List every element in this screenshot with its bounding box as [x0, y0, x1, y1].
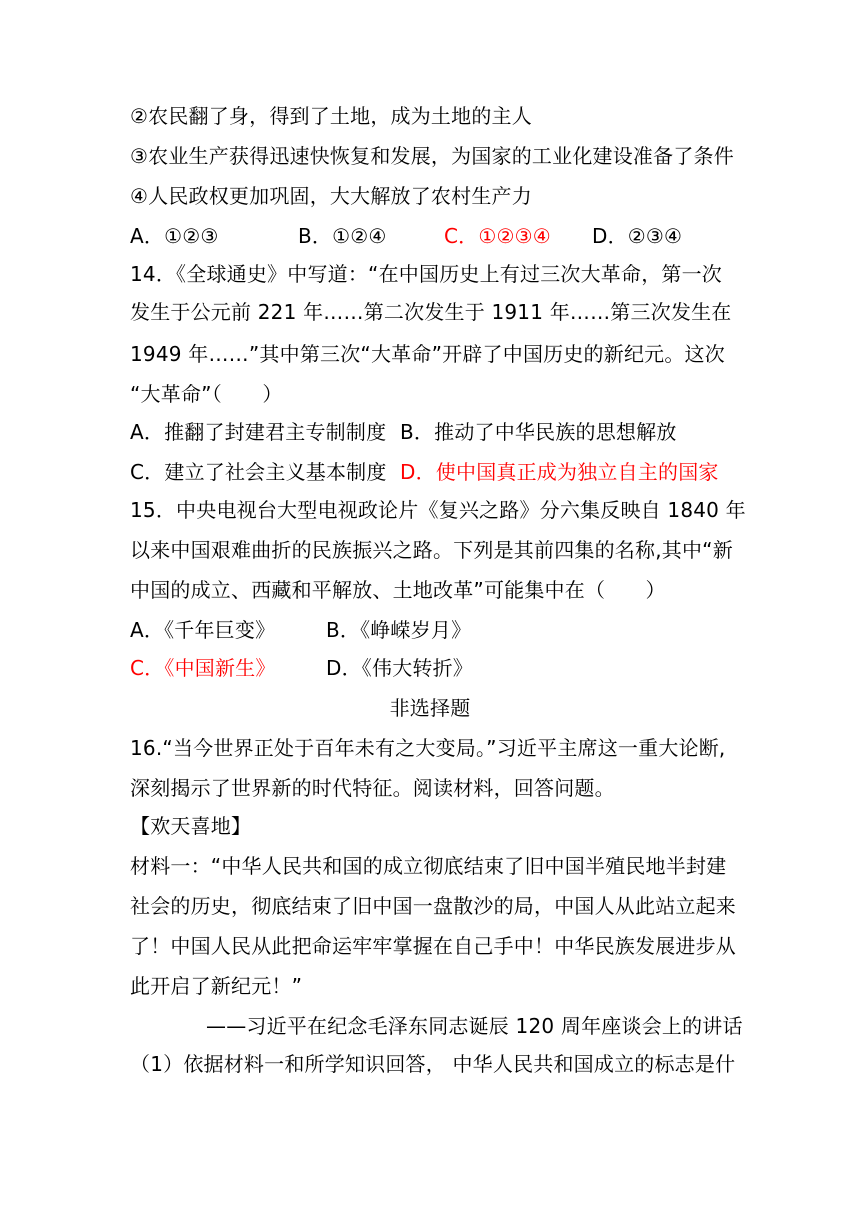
q15-line-1: 15．中央电视台大型电视政论片《复兴之路》分六集反映自 1840 年 [130, 498, 746, 522]
q15-line-3: 中国的成立、西藏和平解放、土地改革”可能集中在（ ） [130, 578, 666, 602]
q16-material-line-2: 社会的历史，彻底结束了旧中国一盘散沙的局，中国人从此站立起来 [130, 894, 736, 918]
q14-option-a: A．推翻了封建君主专制制度 [130, 420, 387, 444]
q14-line-4: “大革命”（ ） [130, 382, 283, 406]
q13-option-d: D．②③④ [592, 224, 683, 248]
q13-item-3: ③农业生产获得迅速快恢复和发展，为国家的工业化建设准备了条件 [130, 144, 734, 168]
q16-line-1: 16.“当今世界正处于百年未有之大变局。”习近平主席这一重大论断, [130, 736, 726, 760]
q16-subquestion-1: （1）依据材料一和所学知识回答， 中华人民共和国成立的标志是什 [130, 1052, 736, 1076]
q13-option-a: A．①②③ [130, 224, 219, 248]
q13-option-c-answer: C．①②③④ [444, 224, 551, 248]
q15-option-a: A．《千年巨变》 [130, 618, 276, 642]
q14-option-b: B．推动了中华民族的思想解放 [400, 420, 677, 444]
q13-item-2: ②农民翻了身，得到了土地，成为土地的主人 [130, 104, 532, 128]
q15-option-d: D．《伟大转折》 [326, 656, 474, 680]
q16-heading: 【欢天喜地】 [130, 814, 252, 838]
q14-line-2: 发生于公元前 221 年……第二次发生于 1911 年……第三次发生在 [130, 300, 732, 324]
q14-line-3: 1949 年……”其中第三次“大革命”开辟了中国历史的新纪元。这次 [130, 342, 725, 366]
q14-line-1: 14．《全球通史》中写道：“在中国历史上有过三次大革命，第一次 [130, 262, 723, 286]
q16-line-2: 深刻揭示了世界新的时代特征。阅读材料，回答问题。 [130, 776, 615, 800]
q16-material-line-4: 此开启了新纪元！” [130, 974, 303, 998]
q14-option-d-answer: D．使中国真正成为独立自主的国家 [400, 460, 719, 484]
q16-source: ——习近平在纪念毛泽东同志诞辰 120 周年座谈会上的讲话 [206, 1014, 743, 1038]
q13-item-4: ④人民政权更加巩固，大大解放了农村生产力 [130, 184, 532, 208]
q16-material-line-3: 了！中国人民从此把命运牢牢掌握在自己手中！中华民族发展进步从 [130, 934, 736, 958]
q15-line-2: 以来中国艰难曲折的民族振兴之路。下列是其前四集的名称,其中“新 [130, 538, 733, 562]
q15-option-b: B．《峥嵘岁月》 [326, 618, 472, 642]
q15-option-c-answer: C．《中国新生》 [130, 656, 276, 680]
q14-option-c: C．建立了社会主义基本制度 [130, 460, 387, 484]
q16-material-line-1: 材料一：“中华人民共和国的成立彻底结束了旧中国半殖民地半封建 [130, 854, 727, 878]
section-title: 非选择题 [389, 696, 471, 720]
q13-option-b: B．①②④ [298, 224, 387, 248]
